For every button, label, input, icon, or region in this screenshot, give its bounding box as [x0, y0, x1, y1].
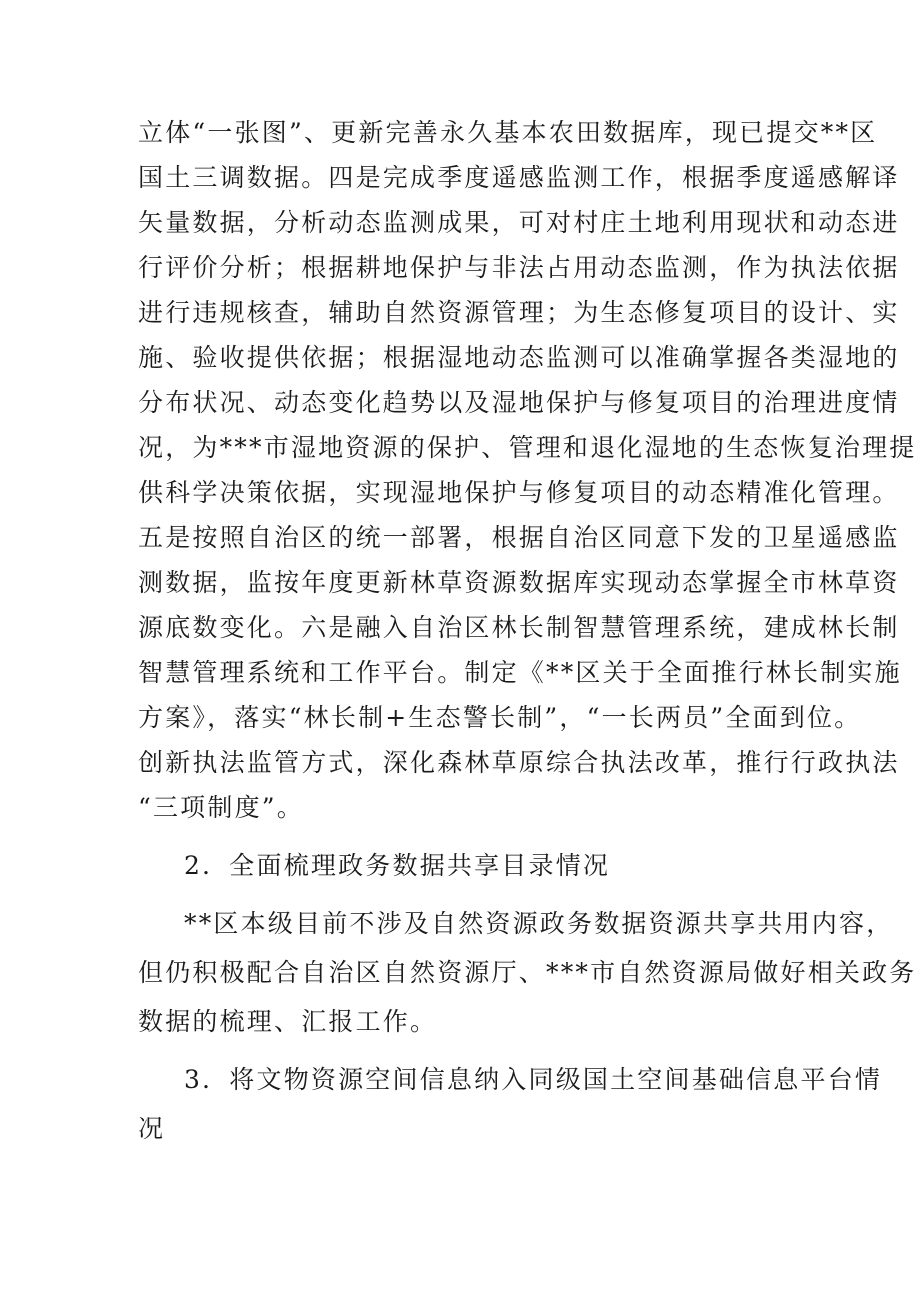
paragraph-line: 行评价分析；根据耕地保护与非法占用动态监测，作为执法依据 — [138, 253, 900, 282]
paragraph-line: 五是按照自治区的统一部署，根据自治区同意下发的卫星遥感监 — [138, 523, 900, 552]
paragraph-line: 施、验收提供依据；根据湿地动态监测可以准确掌握各类湿地的 — [138, 343, 900, 372]
section-heading-3: 3．将文物资源空间信息纳入同级国土空间基础信息平台情 — [184, 1065, 883, 1094]
paragraph-line: 智慧管理系统和工作平台。制定《**区关于全面推行林长制实施 — [138, 658, 902, 687]
paragraph-line: 进行违规核查，辅助自然资源管理；为生态修复项目的设计、实 — [138, 298, 900, 327]
paragraph-line: 国土三调数据。四是完成季度遥感监测工作，根据季度遥感解译 — [138, 163, 900, 192]
paragraph-line: **区本级目前不涉及自然资源政务数据资源共享共用内容， — [184, 909, 894, 938]
paragraph-line: 矢量数据，分析动态监测成果，可对村庄土地利用现状和动态进 — [138, 208, 900, 237]
paragraph-line: “三项制度”。 — [138, 793, 304, 822]
paragraph-line: 创新执法监管方式，深化森林草原综合执法改革，推行行政执法 — [138, 748, 900, 777]
paragraph-line: 况，为***市湿地资源的保护、管理和退化湿地的生态恢复治理提 — [138, 433, 917, 462]
paragraph-line: 供科学决策依据，实现湿地保护与修复项目的动态精准化管理。 — [138, 478, 900, 507]
paragraph-line: 测数据，监按年度更新林草资源数据库实现动态掌握全市林草资 — [138, 568, 900, 597]
paragraph-line: 分布状况、动态变化趋势以及湿地保护与修复项目的治理进度情 — [138, 388, 900, 417]
paragraph-line: 方案》，落实“林长制+生态警长制”，“一长两员”全面到位。 — [138, 703, 862, 732]
paragraph-line: 源底数变化。六是融入自治区林长制智慧管理系统，建成林长制 — [138, 613, 900, 642]
section-heading-2: 2．全面梳理政务数据共享目录情况 — [184, 851, 611, 880]
paragraph-line: 立体“一张图”、更新完善永久基本农田数据库，现已提交**区 — [138, 118, 878, 147]
paragraph-line: 况 — [138, 1114, 166, 1143]
paragraph-line: 但仍积极配合自治区自然资源厅、***市自然资源局做好相关政务 — [138, 958, 917, 987]
paragraph-line: 数据的梳理、汇报工作。 — [138, 1007, 438, 1036]
